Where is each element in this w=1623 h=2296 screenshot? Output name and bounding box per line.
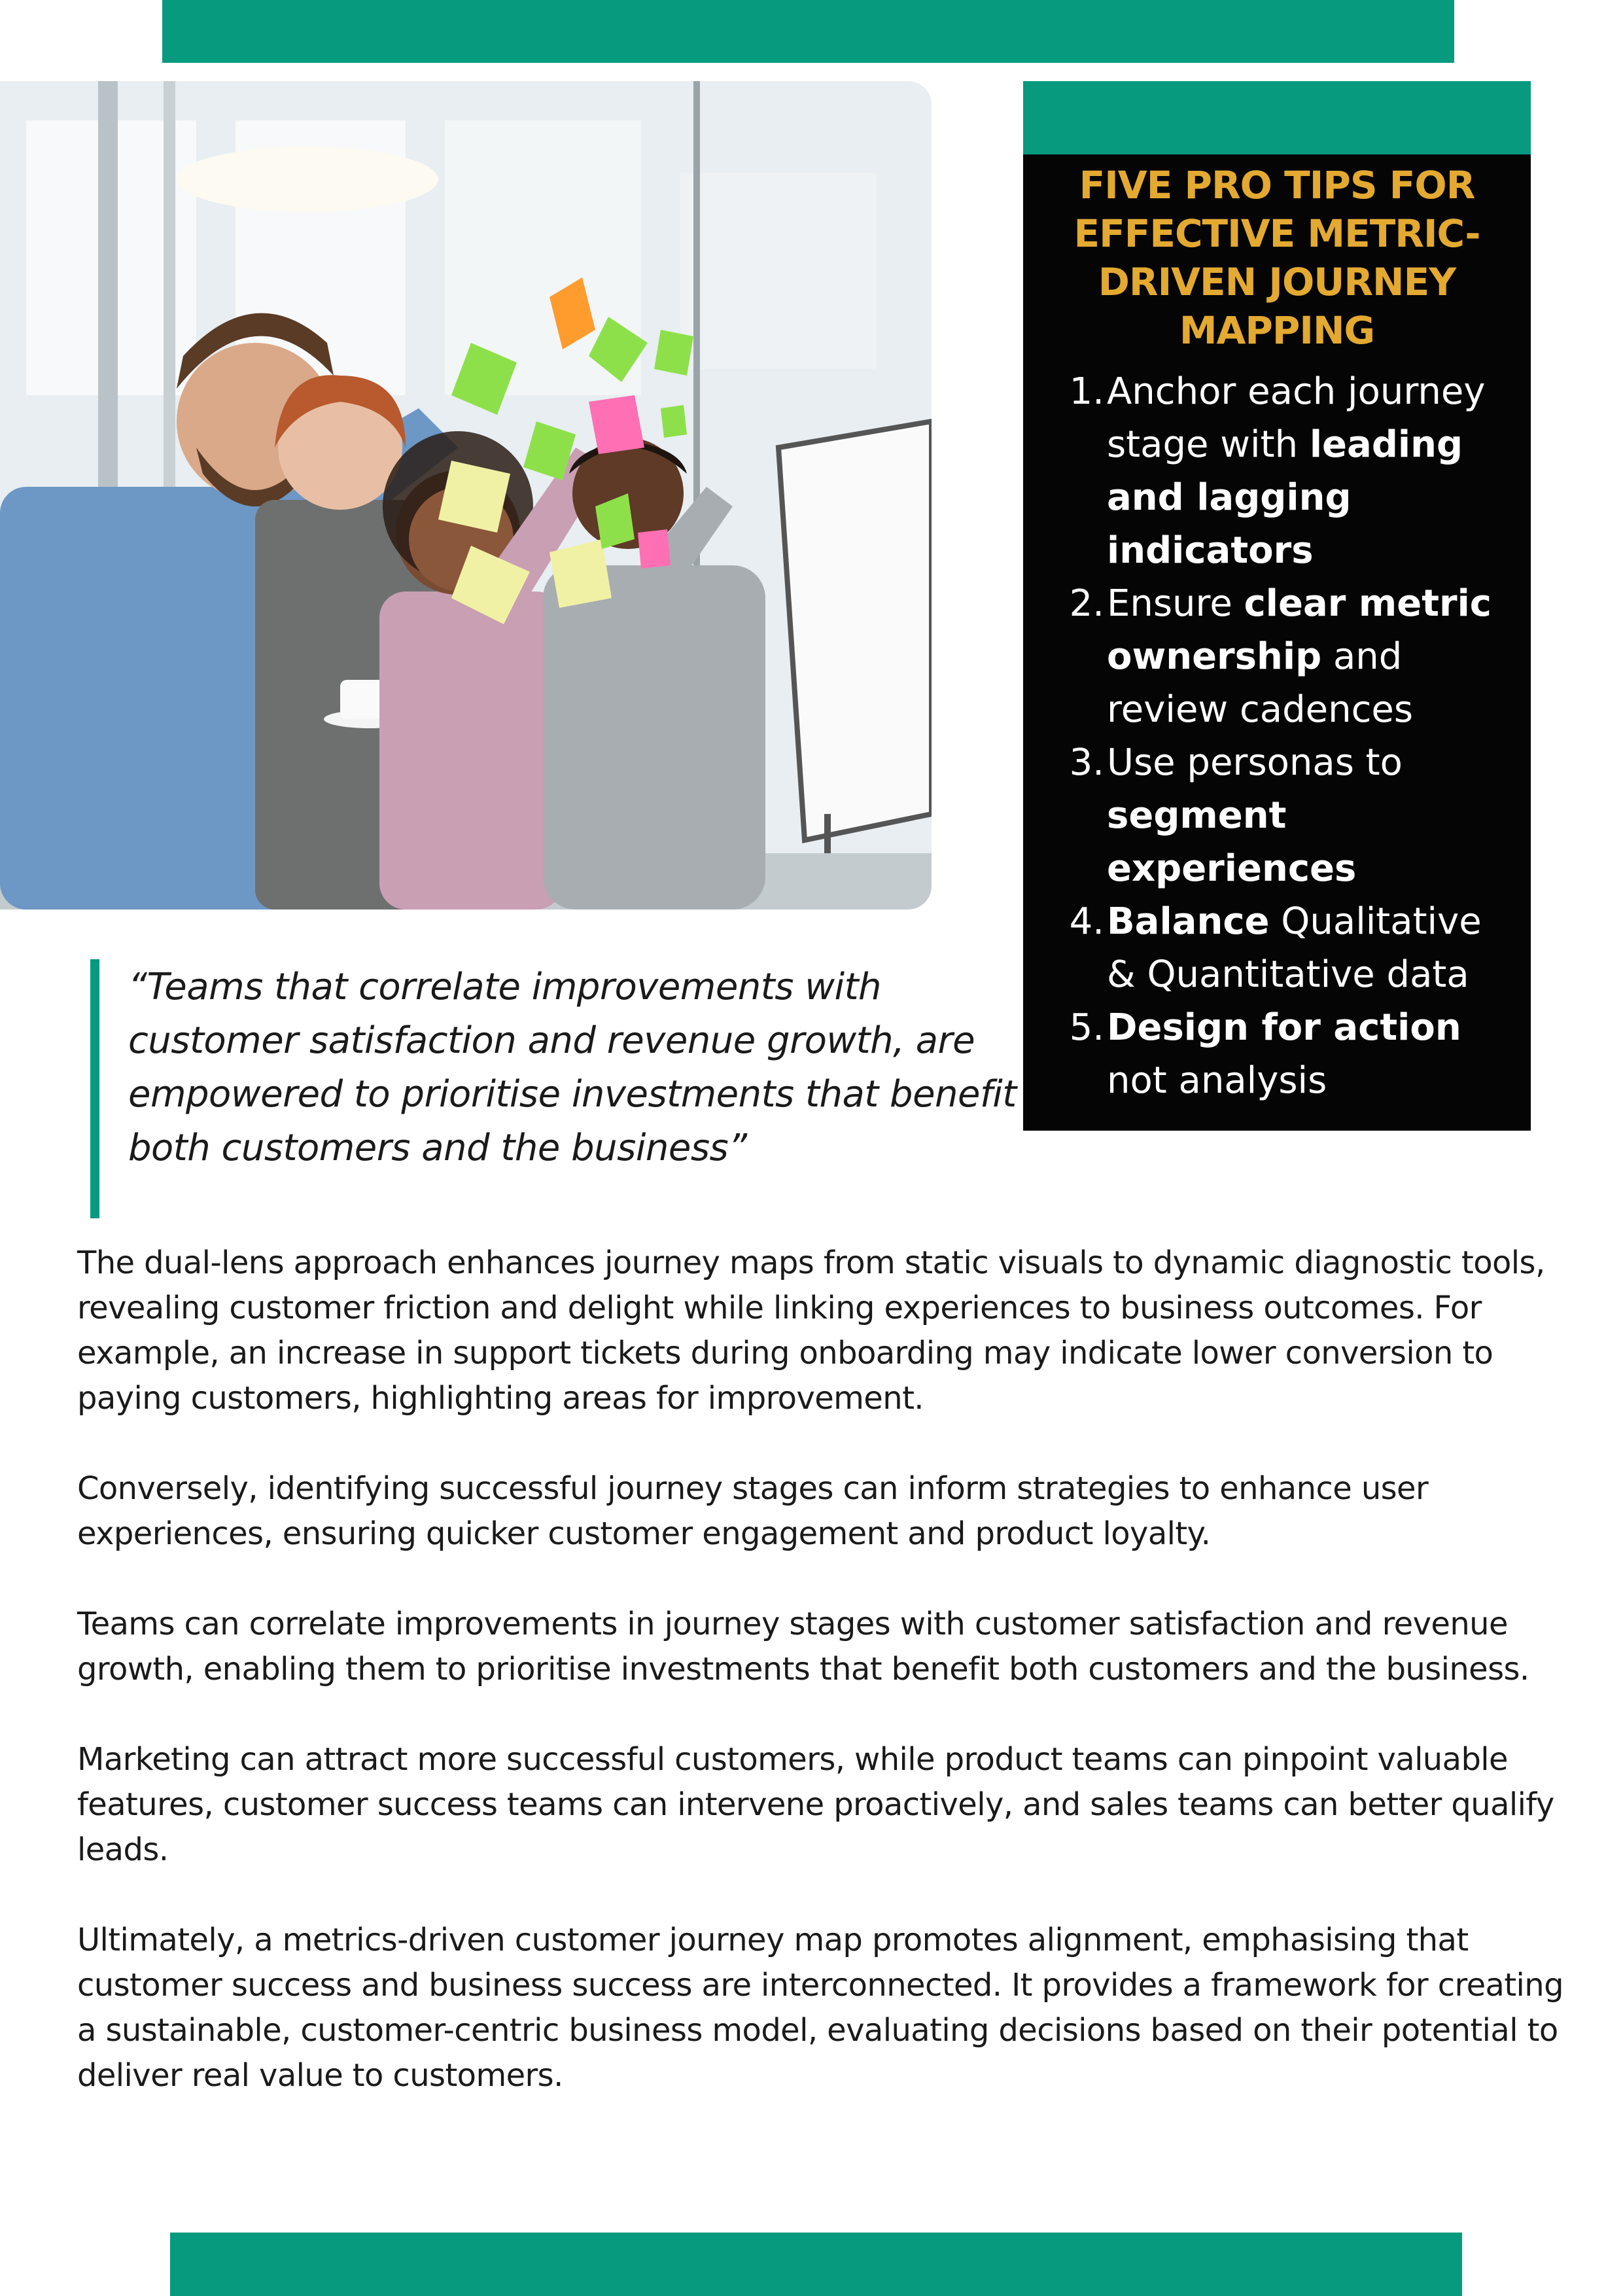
body-text — [77, 1241, 1569, 2144]
tip-text-regular: Anchor each journey stage with — [1107, 370, 1486, 466]
tip-item — [1047, 577, 1507, 736]
tip-number: 5. — [1069, 1006, 1104, 1049]
team-sticky-notes-photo — [0, 81, 932, 910]
tip-number: 1. — [1069, 370, 1104, 413]
tip-text — [1107, 1001, 1507, 1107]
pro-tips-box — [1023, 154, 1531, 1131]
tip-text — [1107, 736, 1507, 895]
pull-quote: “Teams that correlate improvements with customer satisfaction and revenue growth, are empowered to prioritise investments that benefit both customers and the business” — [128, 966, 1017, 1169]
tip-text-regular: Use personas to — [1107, 741, 1403, 784]
tips-list — [1047, 365, 1507, 1107]
tip-text-bold: Design for action — [1107, 1006, 1461, 1049]
body-paragraph: Conversely, identifying successful journey stages can inform strategies to enhance user experiences, ensuring quicker customer engagement and product loyalty. — [77, 1470, 1429, 1552]
body-paragraph: The dual-lens approach enhances journey maps from static visuals to dynamic diagnostic tools, revealing customer friction and delight while linking experiences to business outcomes. For example, an increase in support tickets during onboarding may indicate lower conversion to paying customers, highlighting areas for improvement. — [77, 1245, 1545, 1417]
tip-number: 4. — [1069, 900, 1104, 943]
tip-text — [1107, 365, 1507, 577]
top-accent-bar — [162, 0, 1454, 63]
tip-text — [1107, 577, 1507, 736]
tip-number: 3. — [1069, 741, 1104, 784]
body-paragraph: Marketing can attract more successful customers, while product teams can pinpoint valuable features, customer success teams can intervene proactively, and sales teams can better qualify leads. — [77, 1741, 1554, 1868]
tip-text-bold: clear metric ownership — [1107, 582, 1492, 678]
quote-accent-bar — [90, 959, 99, 1218]
tip-text — [1107, 895, 1507, 1001]
body-paragraph: Ultimately, a metrics-driven customer journey map promotes alignment, emphasising that customer success and business success are interconnected. It provides a framework for creating a sustainable, customer-centric business model, evaluating decisions based on their potential to deliver real value to customers. — [77, 1922, 1563, 2094]
tips-title: FIVE PRO TIPS FOR EFFECTIVE METRIC-DRIVEN JOURNEY MAPPING — [1073, 163, 1480, 353]
tip-text-bold: leading and lagging indicators — [1107, 423, 1463, 572]
tip-text-regular: not analysis — [1107, 1059, 1327, 1102]
tip-text-regular: Ensure — [1107, 582, 1244, 625]
tip-text-bold: segment experiences — [1107, 794, 1357, 890]
tip-item — [1047, 1001, 1507, 1107]
tip-item — [1047, 365, 1507, 577]
tip-item — [1047, 895, 1507, 1001]
bottom-accent-bar — [170, 2233, 1462, 2296]
tip-text-regular: Qualitative & Quantitative data — [1107, 900, 1482, 996]
tip-text-bold: Balance — [1107, 900, 1270, 943]
body-paragraph: Teams can correlate improvements in journey stages with customer satisfaction and revenue growth, enabling them to prioritise investments that benefit both customers and the business. — [77, 1606, 1529, 1687]
tips-accent-bar — [1023, 81, 1531, 154]
tip-number: 2. — [1069, 582, 1104, 625]
tip-item — [1047, 736, 1507, 895]
tip-text-regular: and review cadences — [1107, 635, 1414, 731]
